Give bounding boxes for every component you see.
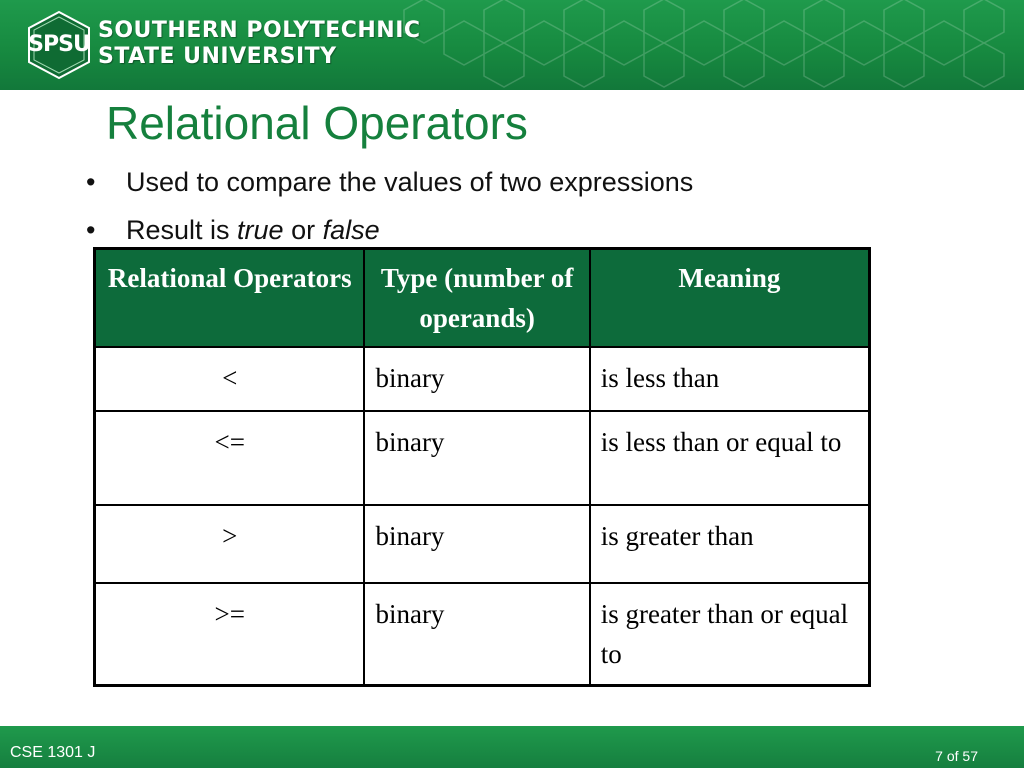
operator-cell: <= — [95, 411, 365, 505]
operator-cell: >= — [95, 583, 365, 686]
operator-cell: < — [95, 347, 365, 411]
bullet-text-prefix: Result is — [126, 215, 238, 245]
page-number: 7 of 57 — [935, 748, 978, 764]
operator-cell: > — [95, 505, 365, 583]
type-cell: binary — [364, 411, 589, 505]
header-meaning: Meaning — [590, 249, 870, 348]
meaning-cell: is greater than — [590, 505, 870, 583]
table-header-row — [95, 249, 870, 348]
bullet-italic-false: false — [322, 215, 380, 245]
type-cell: binary — [364, 347, 589, 411]
bullet-icon: • — [86, 215, 96, 245]
logo-text: SPSU — [28, 32, 90, 57]
university-name-line1: SOUTHERN POLYTECHNIC — [98, 18, 421, 43]
slide-title: Relational Operators — [106, 97, 528, 149]
bullet-item — [86, 164, 693, 212]
meaning-cell: is greater than or equal to — [590, 583, 870, 686]
table-row — [95, 347, 870, 411]
type-cell: binary — [364, 583, 589, 686]
spsu-logo — [26, 10, 92, 80]
header-operators: Relational Operators — [95, 249, 365, 348]
bullet-text-middle: or — [283, 215, 323, 245]
university-name-line2: STATE UNIVERSITY — [98, 44, 337, 69]
meaning-cell: is less than or equal to — [590, 411, 870, 505]
meaning-cell: is less than — [590, 347, 870, 411]
table-row — [95, 583, 870, 686]
relational-operators-table — [93, 247, 871, 687]
table-row — [95, 505, 870, 583]
hexagon-pattern — [384, 0, 1024, 90]
bullet-text: Used to compare the values of two expressions — [126, 167, 694, 197]
footer-bar — [0, 726, 1024, 768]
bullet-list — [86, 164, 693, 260]
header-banner — [0, 0, 1024, 90]
table-row — [95, 411, 870, 505]
bullet-italic-true: true — [237, 215, 284, 245]
bullet-icon: • — [86, 167, 96, 197]
header-type: Type (number of operands) — [364, 249, 589, 348]
type-cell: binary — [364, 505, 589, 583]
course-label: CSE 1301 J — [10, 744, 96, 761]
